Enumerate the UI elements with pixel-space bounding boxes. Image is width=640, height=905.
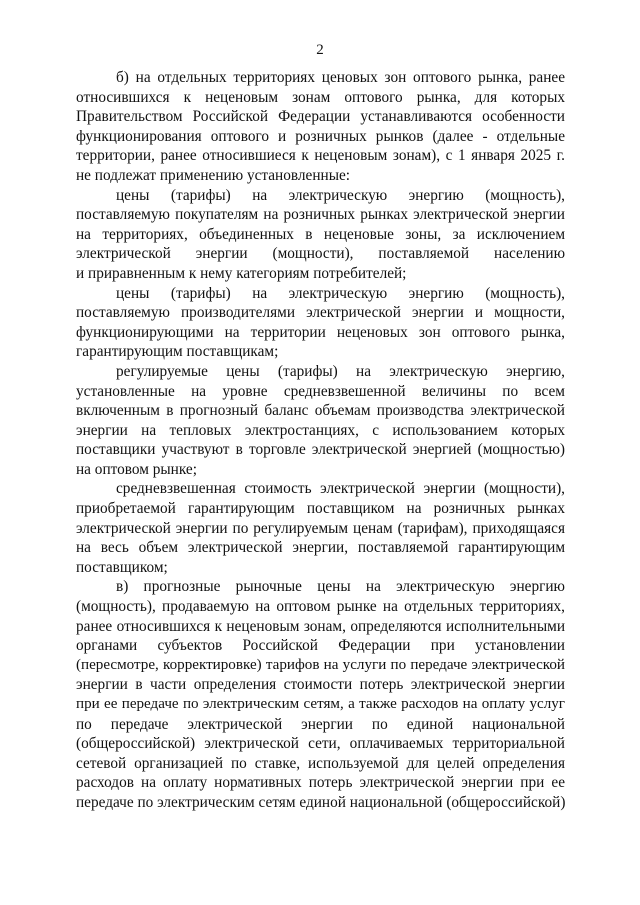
text-line: (пересмотре, корректировке) тарифов на услуги по передаче электрической: [76, 656, 565, 673]
text-line: в) прогнозные рыночные цены на электрическую энергию: [116, 578, 565, 596]
text-line: энергии в части определения стоимости потерь электрической энергии: [76, 676, 565, 694]
text-line: б) на отдельных территориях ценовых зон оптового рынка, ранее: [116, 69, 565, 86]
text-line: и приравненным к нему категориям потребителей;: [76, 264, 407, 282]
text-line: цены (тарифы) на электрическую энергию (мощность),: [116, 186, 565, 204]
text-line: не подлежат применению установленные:: [76, 166, 351, 184]
text-line: поставщиком;: [76, 558, 168, 576]
text-line: сетевой организацией по ставке, используемой для целей определения: [76, 754, 565, 772]
text-line: на оптовом рынке;: [76, 460, 197, 478]
text-line: поставляемую производителями электрической энергии и мощности,: [76, 304, 565, 322]
text-line: средневзвешенная стоимость электрической энергии (мощности),: [116, 480, 565, 498]
text-line: на территориях, объединенных в неценовые зоны, за исключением: [76, 225, 565, 243]
page-number: 2: [316, 42, 324, 58]
text-line: Правительством Российской Федерации устанавливаются особенности: [76, 108, 565, 126]
text-line: поставляемую покупателям на розничных рынках электрической энергии: [76, 206, 565, 224]
body-text: [76, 68, 565, 813]
text-line: расходов на оплату нормативных потерь электрической энергии при ее: [76, 774, 565, 792]
text-line: установленные на уровне средневзвешенной величины по всем: [76, 382, 565, 400]
text-line: (мощность), продаваемую на оптовом рынке на отдельных территориях,: [76, 598, 565, 616]
text-line: регулируемые цены (тарифы) на электрическую энергию,: [116, 362, 565, 380]
text-line: электрической энергии (мощности), поставляемой населению: [76, 245, 565, 263]
text-line: электрической энергии по регулируемым ценам (тарифам), приходящаяся: [76, 519, 565, 537]
text-line: на весь объем электрической энергии, поставляемой гарантирующим: [76, 539, 565, 557]
text-line: ранее относившихся к неценовым зонам, определяются исполнительными: [76, 617, 565, 635]
text-line: приобретаемой гарантирующим поставщиком на розничных рынках: [76, 500, 565, 518]
text-line: (общероссийской) электрической сети, оплачиваемых территориальной: [76, 735, 565, 753]
text-line: включенным в прогнозный баланс объемам производства электрической: [76, 402, 565, 420]
text-line: при ее передаче по электрическим сетям, а также расходов на оплату услуг: [76, 696, 565, 712]
text-line: функционирующими на территории неценовых зон оптового рынка,: [76, 323, 565, 341]
text-line: относившихся к неценовым зонам оптового рынка, для которых: [76, 88, 565, 106]
text-line: территории, ранее относившиеся к неценовым зонам), с 1 января 2025 г.: [76, 147, 565, 165]
text-line: гарантирующим поставщикам;: [76, 343, 279, 361]
text-line: органами субъектов Российской Федерации при установлении: [76, 637, 565, 655]
text-line: передаче по электрическим сетям единой национальной (общероссийской): [76, 793, 565, 811]
text-line: поставщики участвуют в торговле электрической энергией (мощностью): [76, 441, 565, 459]
text-line: по передаче электрической энергии по единой национальной: [76, 715, 565, 733]
text-line: функционирования оптового и розничных рынков (далее - отдельные: [76, 127, 565, 145]
text-line: цены (тарифы) на электрическую энергию (мощность),: [116, 284, 565, 302]
text-line: энергии на тепловых электростанциях, с использованием которых: [76, 421, 565, 439]
